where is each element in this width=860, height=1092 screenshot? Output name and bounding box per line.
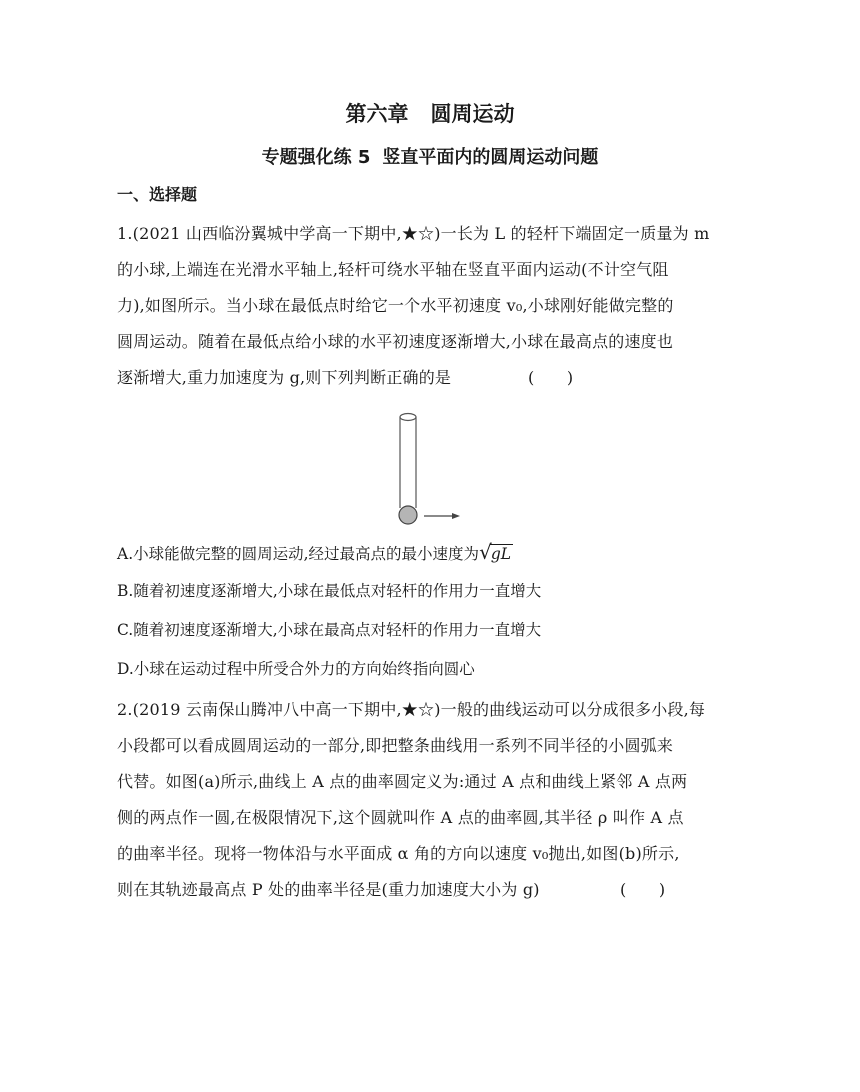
q1-line-5-text: 逐渐增大,重力加速度为 g,则下列判断正确的是 [117,368,452,387]
q2-line-1: 2.(2019 云南保山腾冲八中高一下期中,★☆)一般的曲线运动可以分成很多小段,每 [117,700,706,719]
q2-line-3: 代替。如图(a)所示,曲线上 A 点的曲率圆定义为:通过 A 点和曲线上紧邻 A 点两 [117,772,688,791]
q2-line-6: 则在其轨迹最高点 P 处的曲率半径是(重力加速度大小为 g) [117,880,540,899]
chapter-title [0,98,860,128]
q1-line-3: 力),如图所示。当小球在最低点时给它一个水平初速度 v₀,小球刚好能做完整的 [117,296,674,315]
q2-line-5: 的曲率半径。现将一物体沿与水平面成 α 角的方向以速度 v₀抛出,如图(b)所示, [117,844,680,863]
topic-label: 专题强化练 5 [261,147,371,168]
topic-title [0,143,860,169]
q1-option-b: B.随着初速度逐渐增大,小球在最低点对轻杆的作用力一直增大 [117,582,542,600]
q1-line-1: 1.(2021 山西临汾翼城中学高一下期中,★☆)一长为 L 的轻杆下端固定一质量为 m [117,224,710,243]
q1-line-2: 的小球,上端连在光滑水平轴上,轻杆可绕水平轴在竖直平面内运动(不计空气阻 [117,260,669,279]
topic-name: 竖直平面内的圆周运动问题 [382,147,599,168]
velocity-arrowhead [452,513,460,519]
chapter-label: 第六章 [345,102,409,126]
q1-option-c: C.随着初速度逐渐增大,小球在最高点对轻杆的作用力一直增大 [117,621,542,639]
q1-option-d: D.小球在运动过程中所受合外力的方向始终指向圆心 [117,660,475,678]
q2-answer-paren: ( ) [620,880,666,899]
chapter-name: 圆周运动 [430,102,515,126]
q2-line-4: 侧的两点作一圆,在极限情况下,这个圆就叫作 A 点的曲率圆,其半径 ρ 叫作 A 点 [117,808,684,827]
ball [399,506,417,524]
q2-line-2: 小段都可以看成圆周运动的一部分,即把整条曲线用一系列不同半径的小圆弧来 [117,736,674,755]
rod-top-ellipse [400,414,416,421]
rod-ball-figure [390,410,470,530]
sqrt-radical: √ [479,540,492,564]
q1-line-5 [117,365,451,388]
q1-answer-paren: ( ) [528,368,574,387]
q1-line-4: 圆周运动。随着在最低点给小球的水平初速度逐渐增大,小球在最高点的速度也 [117,332,674,351]
q1-option-a-text: A.小球能做完整的圆周运动,经过最高点的最小速度为 [117,545,480,563]
q1-option-a [117,540,513,564]
sqrt-expression: gL [490,545,512,563]
section-heading: 一、选择题 [117,185,198,204]
